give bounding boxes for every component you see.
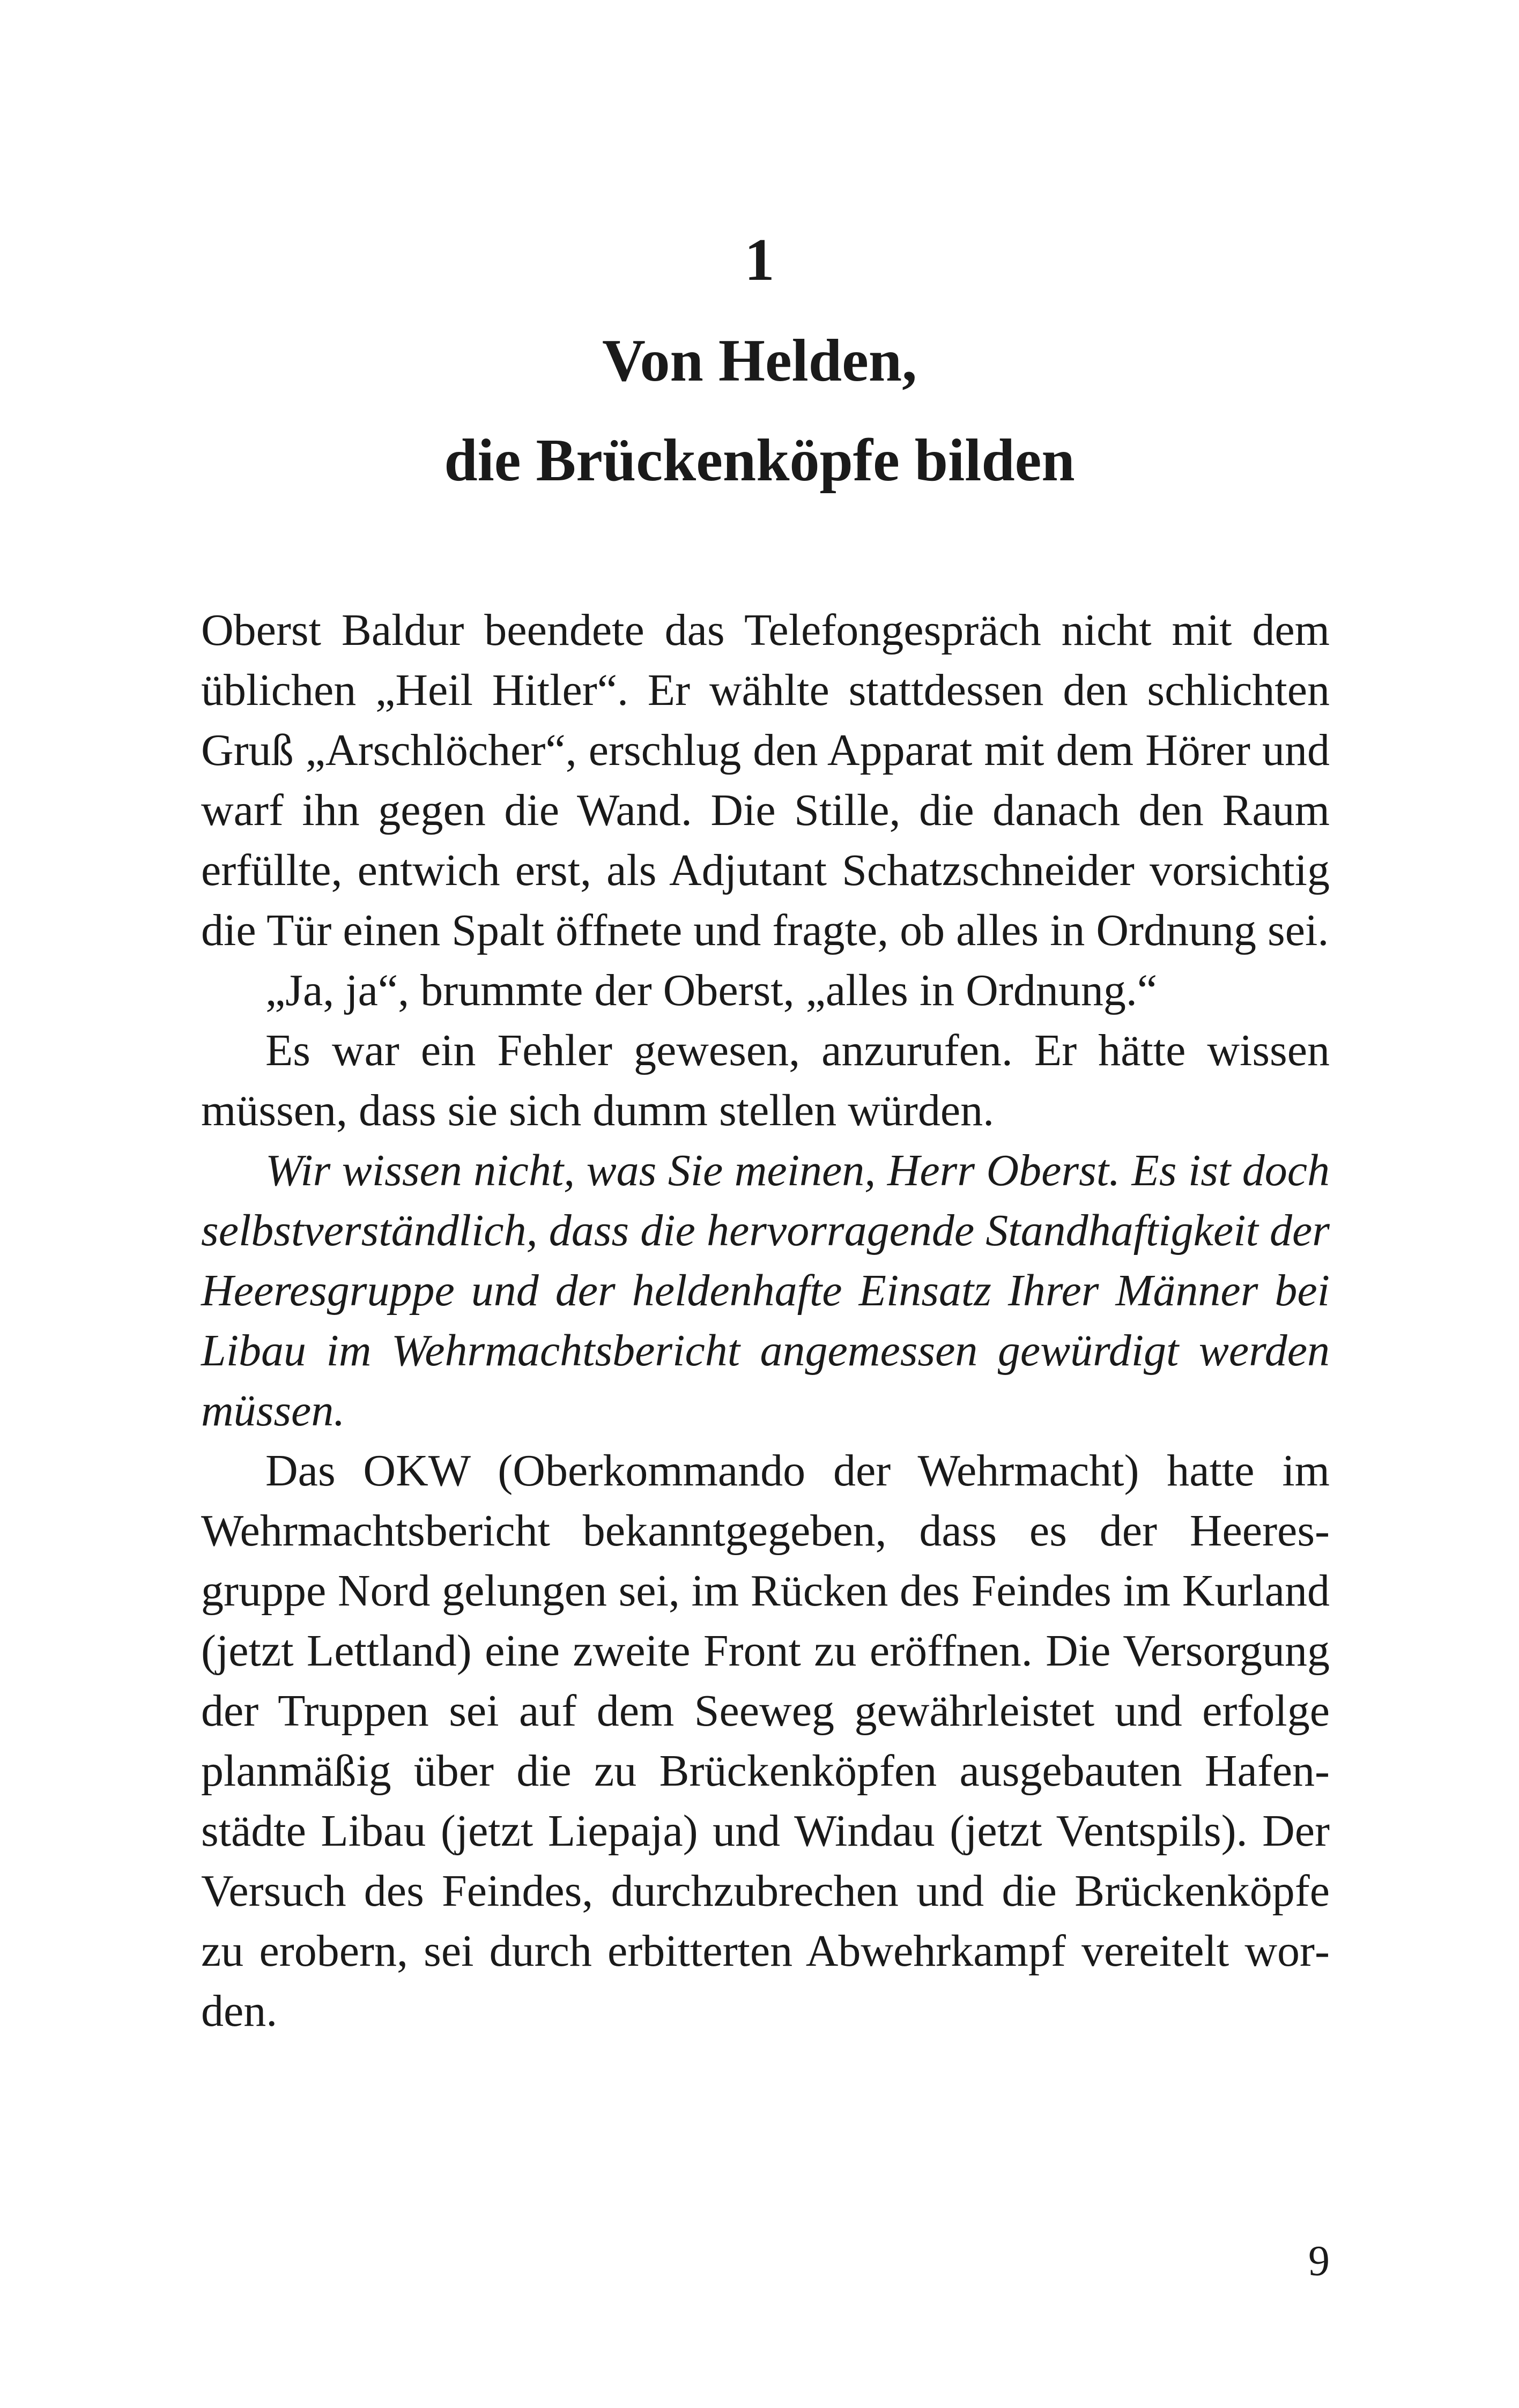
- chapter-title: [0, 311, 1519, 510]
- paragraph-opening: Oberst Baldur beendete das Telefongespräch nicht mit dem üblichen „Heil Hitler“. Er wählte stattdessen den schlichten Gruß „Arschlöcher“, erschlug den Apparat mit dem Hörer und warf ihn gegen die Wand. Die Stille, die danach den Raum erfüllte, entwich erst, als Adjutant Schatzschneider vorsichtig die Tür einen Spalt öffnete und fragte, ob alles in Ordnung sei.: [201, 605, 1330, 955]
- body-text: [201, 600, 1330, 2041]
- chapter-number: 1: [744, 227, 775, 293]
- page-number: 9: [1308, 2238, 1330, 2285]
- paragraph: Das OKW (Oberkommando der Wehrmacht) hatte im Wehrmachtsbericht bekanntgegeben, dass es der Heeresgruppe Nord gelungen sei, im Rücken des Feindes im Kurland (jetzt Lettland) eine zweite Front zu eröffnen. Die Versorgung der Truppen sei auf dem Seeweg gewährleistet und erfolge planmäßig über die zu Brückenköpfen ausgebauten Hafenstädte Libau (jetzt Liepaja) und Windau (jetzt Ventspils). Der Versuch des Feindes, durchzubrechen und die Brückenköpfe zu erobern, sei durch erbitterten Abwehrkampf vereitelt worden.: [201, 1446, 1330, 2036]
- paragraph-dialogue: „Ja, ja“, brummte der Oberst, „alles in Ordnung.“: [265, 965, 1158, 1015]
- paragraph: Es war ein Fehler gewesen, anzurufen. Er hätte wissen müssen, dass sie sich dumm stellen würden.: [201, 1025, 1330, 1135]
- paragraph-italic-thought: Wir wissen nicht, was Sie meinen, Herr Oberst. Es ist doch selbstverständlich, dass die hervorragende Standhaftigkeit der Heeresgruppe und der heldenhafte Einsatz Ihrer Männer bei Libau im Wehrmachtsbericht angemessen gewürdigt werden müssen.: [201, 1146, 1330, 1436]
- chapter-title-line-1: Von Helden,: [602, 328, 917, 394]
- chapter-title-line-2: die Brückenköpfe bilden: [444, 427, 1075, 494]
